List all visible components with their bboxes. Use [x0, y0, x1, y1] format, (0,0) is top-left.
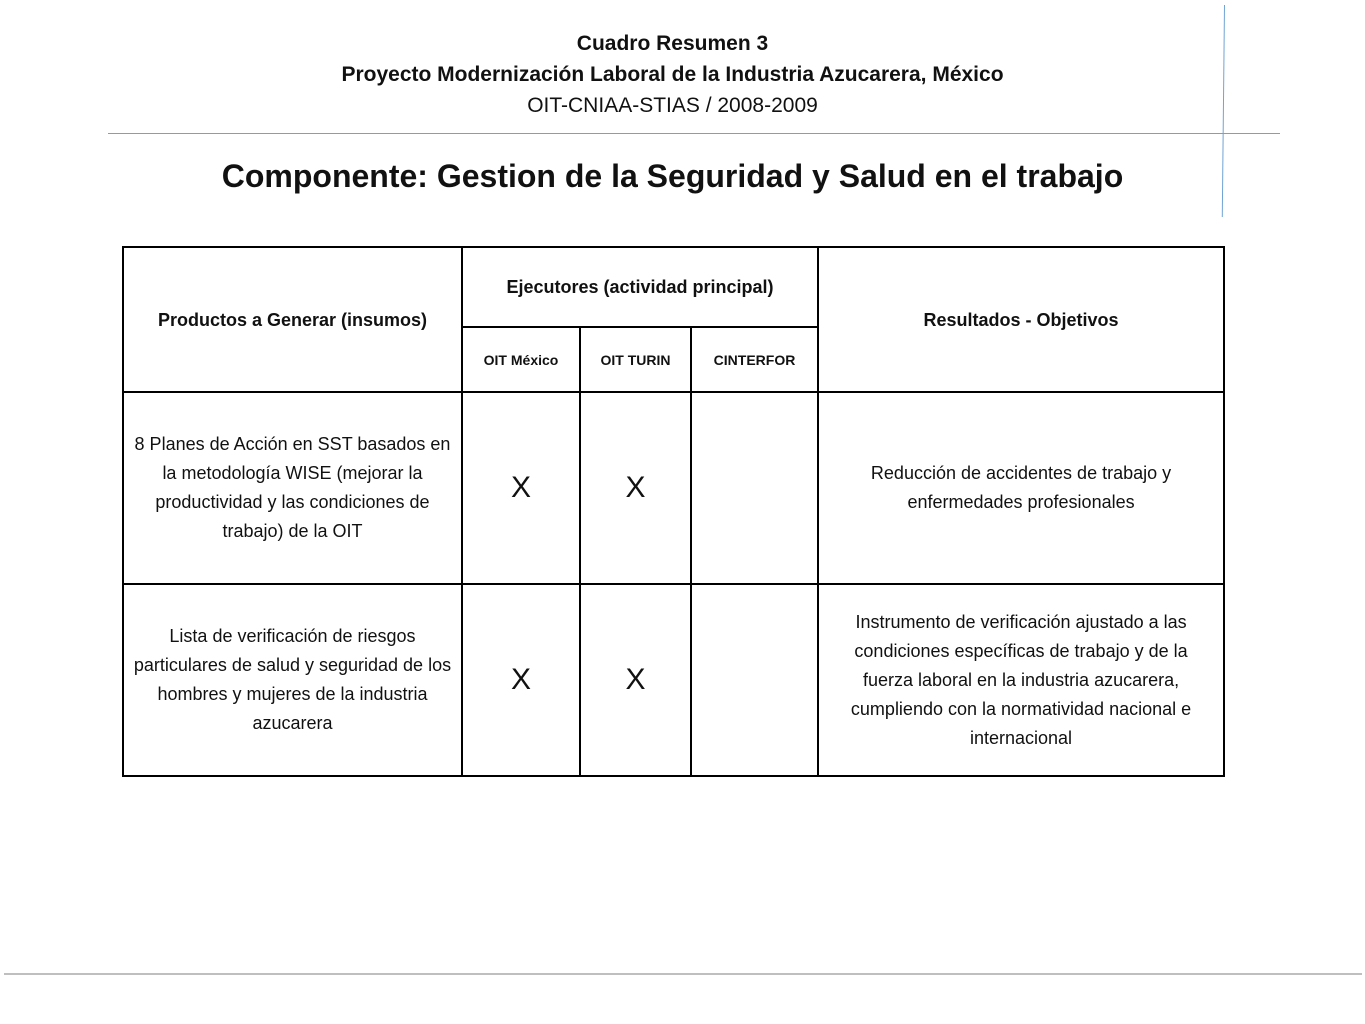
document-header [0, 28, 1345, 121]
cinterfor-mark [691, 584, 818, 776]
header-line-2: Proyecto Modernización Laboral de la Industria Azucarera, México [341, 63, 1004, 86]
cinterfor-mark [691, 392, 818, 584]
table-header-row [123, 247, 1224, 327]
table-row [123, 392, 1224, 584]
producto-cell: 8 Planes de Acción en SST basados en la metodología WISE (mejorar la productividad y las condiciones de trabajo) de la OIT [123, 392, 462, 584]
oit-turin-mark: X [580, 584, 691, 776]
oit-mexico-mark: X [462, 584, 580, 776]
subheader-oit-turin: OIT TURIN [580, 327, 691, 392]
resultado-cell: Reducción de accidentes de trabajo y enfermedades profesionales [818, 392, 1224, 584]
header-productos: Productos a Generar (insumos) [123, 247, 462, 392]
header-line-3: OIT-CNIAA-STIAS / 2008-2009 [527, 94, 818, 117]
header-line-1: Cuadro Resumen 3 [576, 32, 769, 55]
subheader-cinterfor: CINTERFOR [691, 327, 818, 392]
resultado-cell: Instrumento de verificación ajustado a las condiciones específicas de trabajo y de la fuerza laboral en la industria azucarera, cumpliendo con la normatividad nacional e internacional [818, 584, 1224, 776]
component-title: Componente: Gestion de la Seguridad y Salud en el trabajo [221, 158, 1124, 194]
table-row [123, 584, 1224, 776]
header-ejecutores: Ejecutores (actividad principal) [462, 247, 818, 327]
header-horizontal-rule [108, 133, 1280, 134]
producto-cell: Lista de verificación de riesgos particulares de salud y seguridad de los hombres y mujeres de la industria azucarera [123, 584, 462, 776]
summary-table [122, 246, 1225, 777]
subheader-oit-mexico: OIT México [462, 327, 580, 392]
header-resultados: Resultados - Objetivos [818, 247, 1224, 392]
footer-rule [4, 973, 1362, 975]
oit-mexico-mark: X [462, 392, 580, 584]
oit-turin-mark: X [580, 392, 691, 584]
